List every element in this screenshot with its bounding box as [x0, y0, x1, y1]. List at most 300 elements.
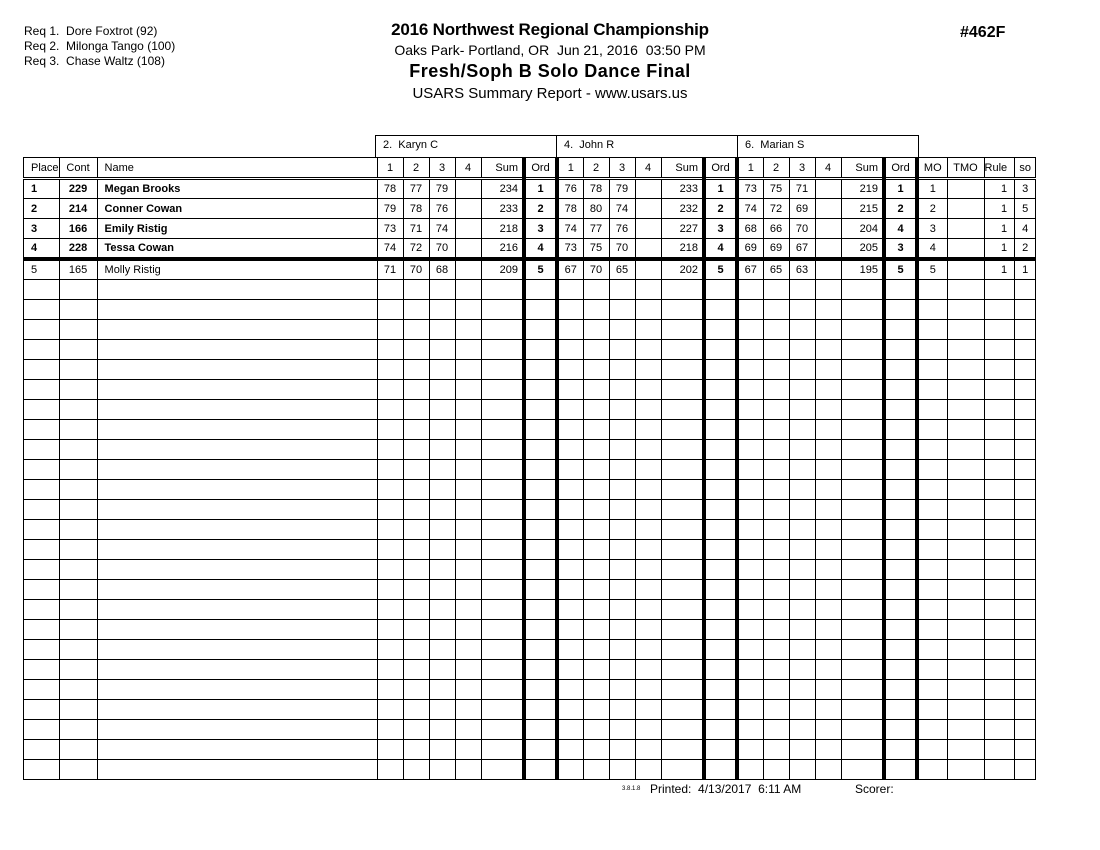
judge2-score1-cell	[557, 620, 583, 640]
contestant-number-cell	[59, 540, 97, 560]
place-cell	[24, 580, 60, 600]
judge1-score2-cell	[403, 320, 429, 340]
judge1-score4-cell	[455, 540, 481, 560]
skater-name-cell	[97, 300, 377, 320]
judge2-ordinal-cell: 1	[704, 179, 737, 199]
sum-of-ordinals-cell	[1015, 460, 1036, 480]
judge1-ordinal-cell	[524, 640, 557, 660]
place-cell	[24, 720, 60, 740]
judge3-score1-cell	[737, 320, 763, 340]
judge3-score4-cell	[815, 239, 841, 260]
judge1-sum-cell	[481, 700, 524, 720]
judge2-ordinal-cell	[704, 480, 737, 500]
skater-name-cell	[97, 400, 377, 420]
judge2-ordinal-cell	[704, 360, 737, 380]
judge1-sum-cell	[481, 320, 524, 340]
judge1-score1-cell	[377, 600, 403, 620]
judge3-score4-cell	[815, 540, 841, 560]
contestant-number-cell	[59, 320, 97, 340]
judge3-score3-cell	[789, 520, 815, 540]
judge2-score2-cell: 70	[583, 259, 609, 280]
judge3-sum-cell	[841, 360, 884, 380]
judge2-score4-cell	[635, 360, 661, 380]
judge2-score3-cell	[609, 720, 635, 740]
tmo-cell	[947, 380, 984, 400]
rule-cell	[984, 380, 1015, 400]
judge2-score3-cell	[609, 440, 635, 460]
sum-of-ordinals-cell	[1015, 340, 1036, 360]
judge3-score4-cell	[815, 520, 841, 540]
judge1-ordinal-cell	[524, 400, 557, 420]
judge1-score2-cell	[403, 340, 429, 360]
skater-name-cell	[97, 380, 377, 400]
judge2-score1-cell	[557, 540, 583, 560]
judge1-score3-cell	[429, 760, 455, 780]
judge3-score2-cell	[763, 720, 789, 740]
empty-row	[24, 600, 1036, 620]
judge1-score4-cell	[455, 259, 481, 280]
judge2-ordinal-cell: 2	[704, 199, 737, 219]
judge1-score1-cell	[377, 700, 403, 720]
judge2-score4-cell	[635, 640, 661, 660]
judge1-sum-cell	[481, 560, 524, 580]
judge3-score4-cell	[815, 320, 841, 340]
judge1-score1-cell	[377, 480, 403, 500]
judge3-score1-cell	[737, 720, 763, 740]
tmo-cell	[947, 340, 984, 360]
judge2-sum-cell	[661, 460, 704, 480]
result-row	[24, 259, 1036, 280]
judge3-score3-cell	[789, 760, 815, 780]
judge2-score3-cell	[609, 520, 635, 540]
judge3-score2-cell	[763, 700, 789, 720]
skater-name-cell	[97, 320, 377, 340]
judge2-score2-cell: 78	[583, 179, 609, 199]
judge3-score3-cell	[789, 340, 815, 360]
majority-ordinal-cell	[917, 700, 947, 720]
judge2-score2-cell	[583, 320, 609, 340]
judge1-score1-cell	[377, 620, 403, 640]
contestant-number-cell	[59, 440, 97, 460]
empty-row	[24, 340, 1036, 360]
judge2-score3-cell	[609, 300, 635, 320]
place-cell	[24, 420, 60, 440]
judge1-score1-cell	[377, 640, 403, 660]
judge1-score2-cell	[403, 280, 429, 300]
judge2-score2-cell	[583, 760, 609, 780]
judge2-ordinal-cell	[704, 680, 737, 700]
judge3-score3-cell: 69	[789, 199, 815, 219]
tmo-cell	[947, 720, 984, 740]
judge3-score4-cell	[815, 500, 841, 520]
judge2-score2-cell	[583, 620, 609, 640]
judge3-score3-cell	[789, 320, 815, 340]
judge3-score1-cell	[737, 760, 763, 780]
skater-name-cell: Tessa Cowan	[97, 239, 377, 260]
judge1-score4-cell	[455, 219, 481, 239]
majority-ordinal-cell	[917, 740, 947, 760]
judge1-ordinal-cell	[524, 560, 557, 580]
skater-name-cell	[97, 280, 377, 300]
contestant-number-cell	[59, 640, 97, 660]
sum-of-ordinals-cell	[1015, 540, 1036, 560]
judge3-score3-cell	[789, 300, 815, 320]
judge3-score4-cell	[815, 340, 841, 360]
majority-ordinal-cell: 3	[917, 219, 947, 239]
judge2-score2-cell	[583, 300, 609, 320]
judge3-score4-cell	[815, 380, 841, 400]
judge3-sum-cell	[841, 760, 884, 780]
judge1-sum-cell	[481, 280, 524, 300]
tmo-cell	[947, 760, 984, 780]
judge3-score3-cell	[789, 500, 815, 520]
majority-ordinal-cell: 5	[917, 259, 947, 280]
judge3-score3-cell: 67	[789, 239, 815, 260]
rule-cell	[984, 280, 1015, 300]
majority-ordinal-cell	[917, 380, 947, 400]
judge2-score2-cell	[583, 440, 609, 460]
judge3-ordinal-cell	[884, 580, 917, 600]
sum-of-ordinals-cell	[1015, 660, 1036, 680]
tmo-cell	[947, 600, 984, 620]
judge2-score2-cell	[583, 640, 609, 660]
judge1-score3-cell	[429, 580, 455, 600]
skater-name-cell	[97, 520, 377, 540]
place-cell	[24, 740, 60, 760]
judge3-score1-cell	[737, 420, 763, 440]
judge2-score3-cell	[609, 340, 635, 360]
judge3-score1-cell	[737, 560, 763, 580]
judge3-sum-cell: 204	[841, 219, 884, 239]
title-block	[0, 20, 1100, 102]
judge2-score2-cell: 75	[583, 239, 609, 260]
judge1-score2-cell	[403, 580, 429, 600]
judge3-score2-cell: 75	[763, 179, 789, 199]
judge1-score1-cell	[377, 460, 403, 480]
tmo-cell	[947, 300, 984, 320]
judge2-score2-cell: 80	[583, 199, 609, 219]
judge1-score2-cell	[403, 520, 429, 540]
sum-of-ordinals-cell	[1015, 440, 1036, 460]
contestant-number-cell	[59, 700, 97, 720]
judge1-score1-cell: 71	[377, 259, 403, 280]
majority-ordinal-cell	[917, 720, 947, 740]
tmo-cell	[947, 259, 984, 280]
judge2-score3-cell: 65	[609, 259, 635, 280]
tmo-cell	[947, 560, 984, 580]
place-cell	[24, 460, 60, 480]
contestant-number-cell: 166	[59, 219, 97, 239]
judge3-score3-cell: 71	[789, 179, 815, 199]
judge2-score2-cell	[583, 700, 609, 720]
judge1-score4-cell	[455, 480, 481, 500]
sum-of-ordinals-cell	[1015, 420, 1036, 440]
contestant-number-cell	[59, 400, 97, 420]
col-header-tmo: TMO	[947, 158, 984, 179]
judge1-score4-cell	[455, 720, 481, 740]
judge1-score4-cell	[455, 680, 481, 700]
contestant-number-cell	[59, 740, 97, 760]
judge3-ordinal-cell	[884, 380, 917, 400]
results-table-area	[23, 135, 1036, 780]
judge1-score2-cell	[403, 740, 429, 760]
judge2-score1-cell	[557, 740, 583, 760]
judge1-score1-cell	[377, 580, 403, 600]
judge2-score4-cell	[635, 440, 661, 460]
judge1-sum-cell	[481, 340, 524, 360]
judge3-score2-cell	[763, 520, 789, 540]
skater-name-cell	[97, 700, 377, 720]
judge2-ordinal-cell	[704, 720, 737, 740]
sum-of-ordinals-cell: 2	[1015, 239, 1036, 260]
judge1-sum-cell	[481, 420, 524, 440]
sum-of-ordinals-cell	[1015, 280, 1036, 300]
contestant-number-cell	[59, 500, 97, 520]
sum-of-ordinals-cell	[1015, 360, 1036, 380]
judge3-score3-cell	[789, 560, 815, 580]
judge3-score4-cell	[815, 199, 841, 219]
judge3-score4-cell	[815, 580, 841, 600]
judge1-sum-cell: 216	[481, 239, 524, 260]
judge1-score3-cell	[429, 720, 455, 740]
judge2-score2-cell	[583, 540, 609, 560]
judge2-score4-cell	[635, 720, 661, 740]
judge3-ordinal-cell	[884, 280, 917, 300]
judge3-score3-cell	[789, 540, 815, 560]
judge3-sum-cell	[841, 280, 884, 300]
judge1-sum-cell	[481, 500, 524, 520]
tmo-cell	[947, 440, 984, 460]
judge1-score3-cell	[429, 400, 455, 420]
judge2-score4-cell	[635, 320, 661, 340]
majority-ordinal-cell: 2	[917, 199, 947, 219]
col-header-cont: Cont	[59, 158, 97, 179]
judge2-sum-cell	[661, 340, 704, 360]
judge2-score4-cell	[635, 660, 661, 680]
judge1-score1-cell: 73	[377, 219, 403, 239]
judge3-sum-cell	[841, 380, 884, 400]
judge2-score4-cell	[635, 280, 661, 300]
judge2-score1-cell	[557, 360, 583, 380]
judge3-score3-cell: 63	[789, 259, 815, 280]
rule-cell	[984, 580, 1015, 600]
judge3-sum-cell	[841, 500, 884, 520]
judge3-ordinal-cell	[884, 740, 917, 760]
tmo-cell	[947, 700, 984, 720]
judge1-score3-cell	[429, 700, 455, 720]
place-cell	[24, 400, 60, 420]
judge3-score4-cell	[815, 280, 841, 300]
col-header-judge2-4: 4	[635, 158, 661, 179]
judge3-score4-cell	[815, 660, 841, 680]
judge1-score2-cell	[403, 540, 429, 560]
tmo-cell	[947, 520, 984, 540]
judge1-ordinal-cell	[524, 500, 557, 520]
sum-of-ordinals-cell	[1015, 520, 1036, 540]
majority-ordinal-cell	[917, 300, 947, 320]
judge1-score4-cell	[455, 560, 481, 580]
judge1-score4-cell	[455, 660, 481, 680]
judge3-score2-cell	[763, 320, 789, 340]
judge3-score3-cell	[789, 380, 815, 400]
place-cell	[24, 320, 60, 340]
judge3-ordinal-cell	[884, 760, 917, 780]
sum-of-ordinals-cell: 1	[1015, 259, 1036, 280]
judge3-score4-cell	[815, 760, 841, 780]
judge2-score4-cell	[635, 199, 661, 219]
judge1-ordinal-cell	[524, 280, 557, 300]
majority-ordinal-cell	[917, 280, 947, 300]
judge3-ordinal-cell: 5	[884, 259, 917, 280]
judge3-score1-cell	[737, 340, 763, 360]
judge2-score1-cell: 76	[557, 179, 583, 199]
rule-cell: 1	[984, 219, 1015, 239]
contestant-number-cell	[59, 420, 97, 440]
sum-of-ordinals-cell	[1015, 620, 1036, 640]
judge2-score2-cell	[583, 680, 609, 700]
judge3-score2-cell: 72	[763, 199, 789, 219]
rule-cell	[984, 760, 1015, 780]
judge1-score4-cell	[455, 239, 481, 260]
judge2-score2-cell	[583, 340, 609, 360]
judge1-score3-cell	[429, 420, 455, 440]
judge3-sum-cell	[841, 640, 884, 660]
judge3-score1-cell	[737, 440, 763, 460]
judge3-score2-cell	[763, 620, 789, 640]
judge1-score1-cell	[377, 680, 403, 700]
judge1-sum-cell	[481, 480, 524, 500]
judge3-sum-cell	[841, 460, 884, 480]
judge1-score1-cell	[377, 380, 403, 400]
judge1-sum-cell	[481, 380, 524, 400]
skater-name-cell	[97, 760, 377, 780]
sum-of-ordinals-cell: 5	[1015, 199, 1036, 219]
sum-of-ordinals-cell	[1015, 740, 1036, 760]
judge1-score3-cell	[429, 500, 455, 520]
judge1-sum-cell	[481, 520, 524, 540]
judge1-score3-cell	[429, 320, 455, 340]
judge2-score1-cell: 78	[557, 199, 583, 219]
contestant-number-cell	[59, 720, 97, 740]
judge2-ordinal-cell	[704, 320, 737, 340]
judge3-score2-cell	[763, 340, 789, 360]
judge2-score2-cell	[583, 740, 609, 760]
judge1-ordinal-cell	[524, 320, 557, 340]
judge1-score4-cell	[455, 640, 481, 660]
judge3-score4-cell	[815, 480, 841, 500]
rule-cell	[984, 680, 1015, 700]
judge3-score2-cell	[763, 540, 789, 560]
col-header-judge3-3: 3	[789, 158, 815, 179]
contestant-number-cell	[59, 580, 97, 600]
judge2-score4-cell	[635, 500, 661, 520]
judge2-score3-cell	[609, 460, 635, 480]
judge3-score4-cell	[815, 400, 841, 420]
tmo-cell	[947, 400, 984, 420]
judge3-score1-cell	[737, 580, 763, 600]
judge3-sum-cell	[841, 420, 884, 440]
judge3-sum-cell	[841, 440, 884, 460]
judge2-score3-cell	[609, 580, 635, 600]
judge3-sum-cell	[841, 680, 884, 700]
sum-of-ordinals-cell	[1015, 720, 1036, 740]
judge2-score1-cell	[557, 380, 583, 400]
judge2-sum-cell	[661, 520, 704, 540]
judge2-ordinal-cell	[704, 540, 737, 560]
judge2-score4-cell	[635, 580, 661, 600]
contestant-number-cell: 214	[59, 199, 97, 219]
tmo-cell	[947, 640, 984, 660]
judge2-score3-cell	[609, 540, 635, 560]
rule-cell	[984, 360, 1015, 380]
tmo-cell	[947, 179, 984, 199]
place-cell	[24, 680, 60, 700]
contestant-number-cell: 165	[59, 259, 97, 280]
result-row	[24, 179, 1036, 199]
judge1-score1-cell	[377, 520, 403, 540]
judge1-sum-cell	[481, 760, 524, 780]
contestant-number-cell	[59, 340, 97, 360]
judge3-score2-cell	[763, 580, 789, 600]
judge1-score3-cell	[429, 480, 455, 500]
judge2-score1-cell	[557, 680, 583, 700]
judge2-score1-cell	[557, 500, 583, 520]
judge3-score2-cell	[763, 480, 789, 500]
judge2-score3-cell: 70	[609, 239, 635, 260]
tmo-cell	[947, 580, 984, 600]
judge3-score1-cell	[737, 300, 763, 320]
judge1-score2-cell	[403, 720, 429, 740]
judge3-score3-cell	[789, 620, 815, 640]
sum-of-ordinals-cell: 3	[1015, 179, 1036, 199]
judge1-ordinal-cell	[524, 600, 557, 620]
judge3-score4-cell	[815, 179, 841, 199]
rule-cell	[984, 400, 1015, 420]
empty-row	[24, 320, 1036, 340]
judge2-score4-cell	[635, 239, 661, 260]
judge1-score2-cell	[403, 480, 429, 500]
empty-row	[24, 500, 1036, 520]
judge2-score2-cell	[583, 460, 609, 480]
empty-row	[24, 460, 1036, 480]
judge3-score2-cell: 69	[763, 239, 789, 260]
judge2-score1-cell	[557, 400, 583, 420]
judge2-score4-cell	[635, 259, 661, 280]
place-cell	[24, 280, 60, 300]
judge2-score2-cell	[583, 420, 609, 440]
judge2-score1-cell	[557, 580, 583, 600]
judge1-score4-cell	[455, 300, 481, 320]
judge2-score3-cell	[609, 320, 635, 340]
tmo-cell	[947, 199, 984, 219]
judge1-score3-cell	[429, 360, 455, 380]
judge3-score2-cell	[763, 360, 789, 380]
rule-cell	[984, 720, 1015, 740]
judge3-score2-cell	[763, 760, 789, 780]
tmo-cell	[947, 360, 984, 380]
judge3-score1-cell	[737, 600, 763, 620]
skater-name-cell	[97, 480, 377, 500]
judge1-score3-cell: 74	[429, 219, 455, 239]
judge3-score1-cell	[737, 500, 763, 520]
col-header-judge2-sum: Sum	[661, 158, 704, 179]
judge2-score4-cell	[635, 420, 661, 440]
judge2-score4-cell	[635, 380, 661, 400]
judge2-score4-cell	[635, 700, 661, 720]
majority-ordinal-cell	[917, 660, 947, 680]
skater-name-cell	[97, 620, 377, 640]
judge1-score3-cell	[429, 440, 455, 460]
